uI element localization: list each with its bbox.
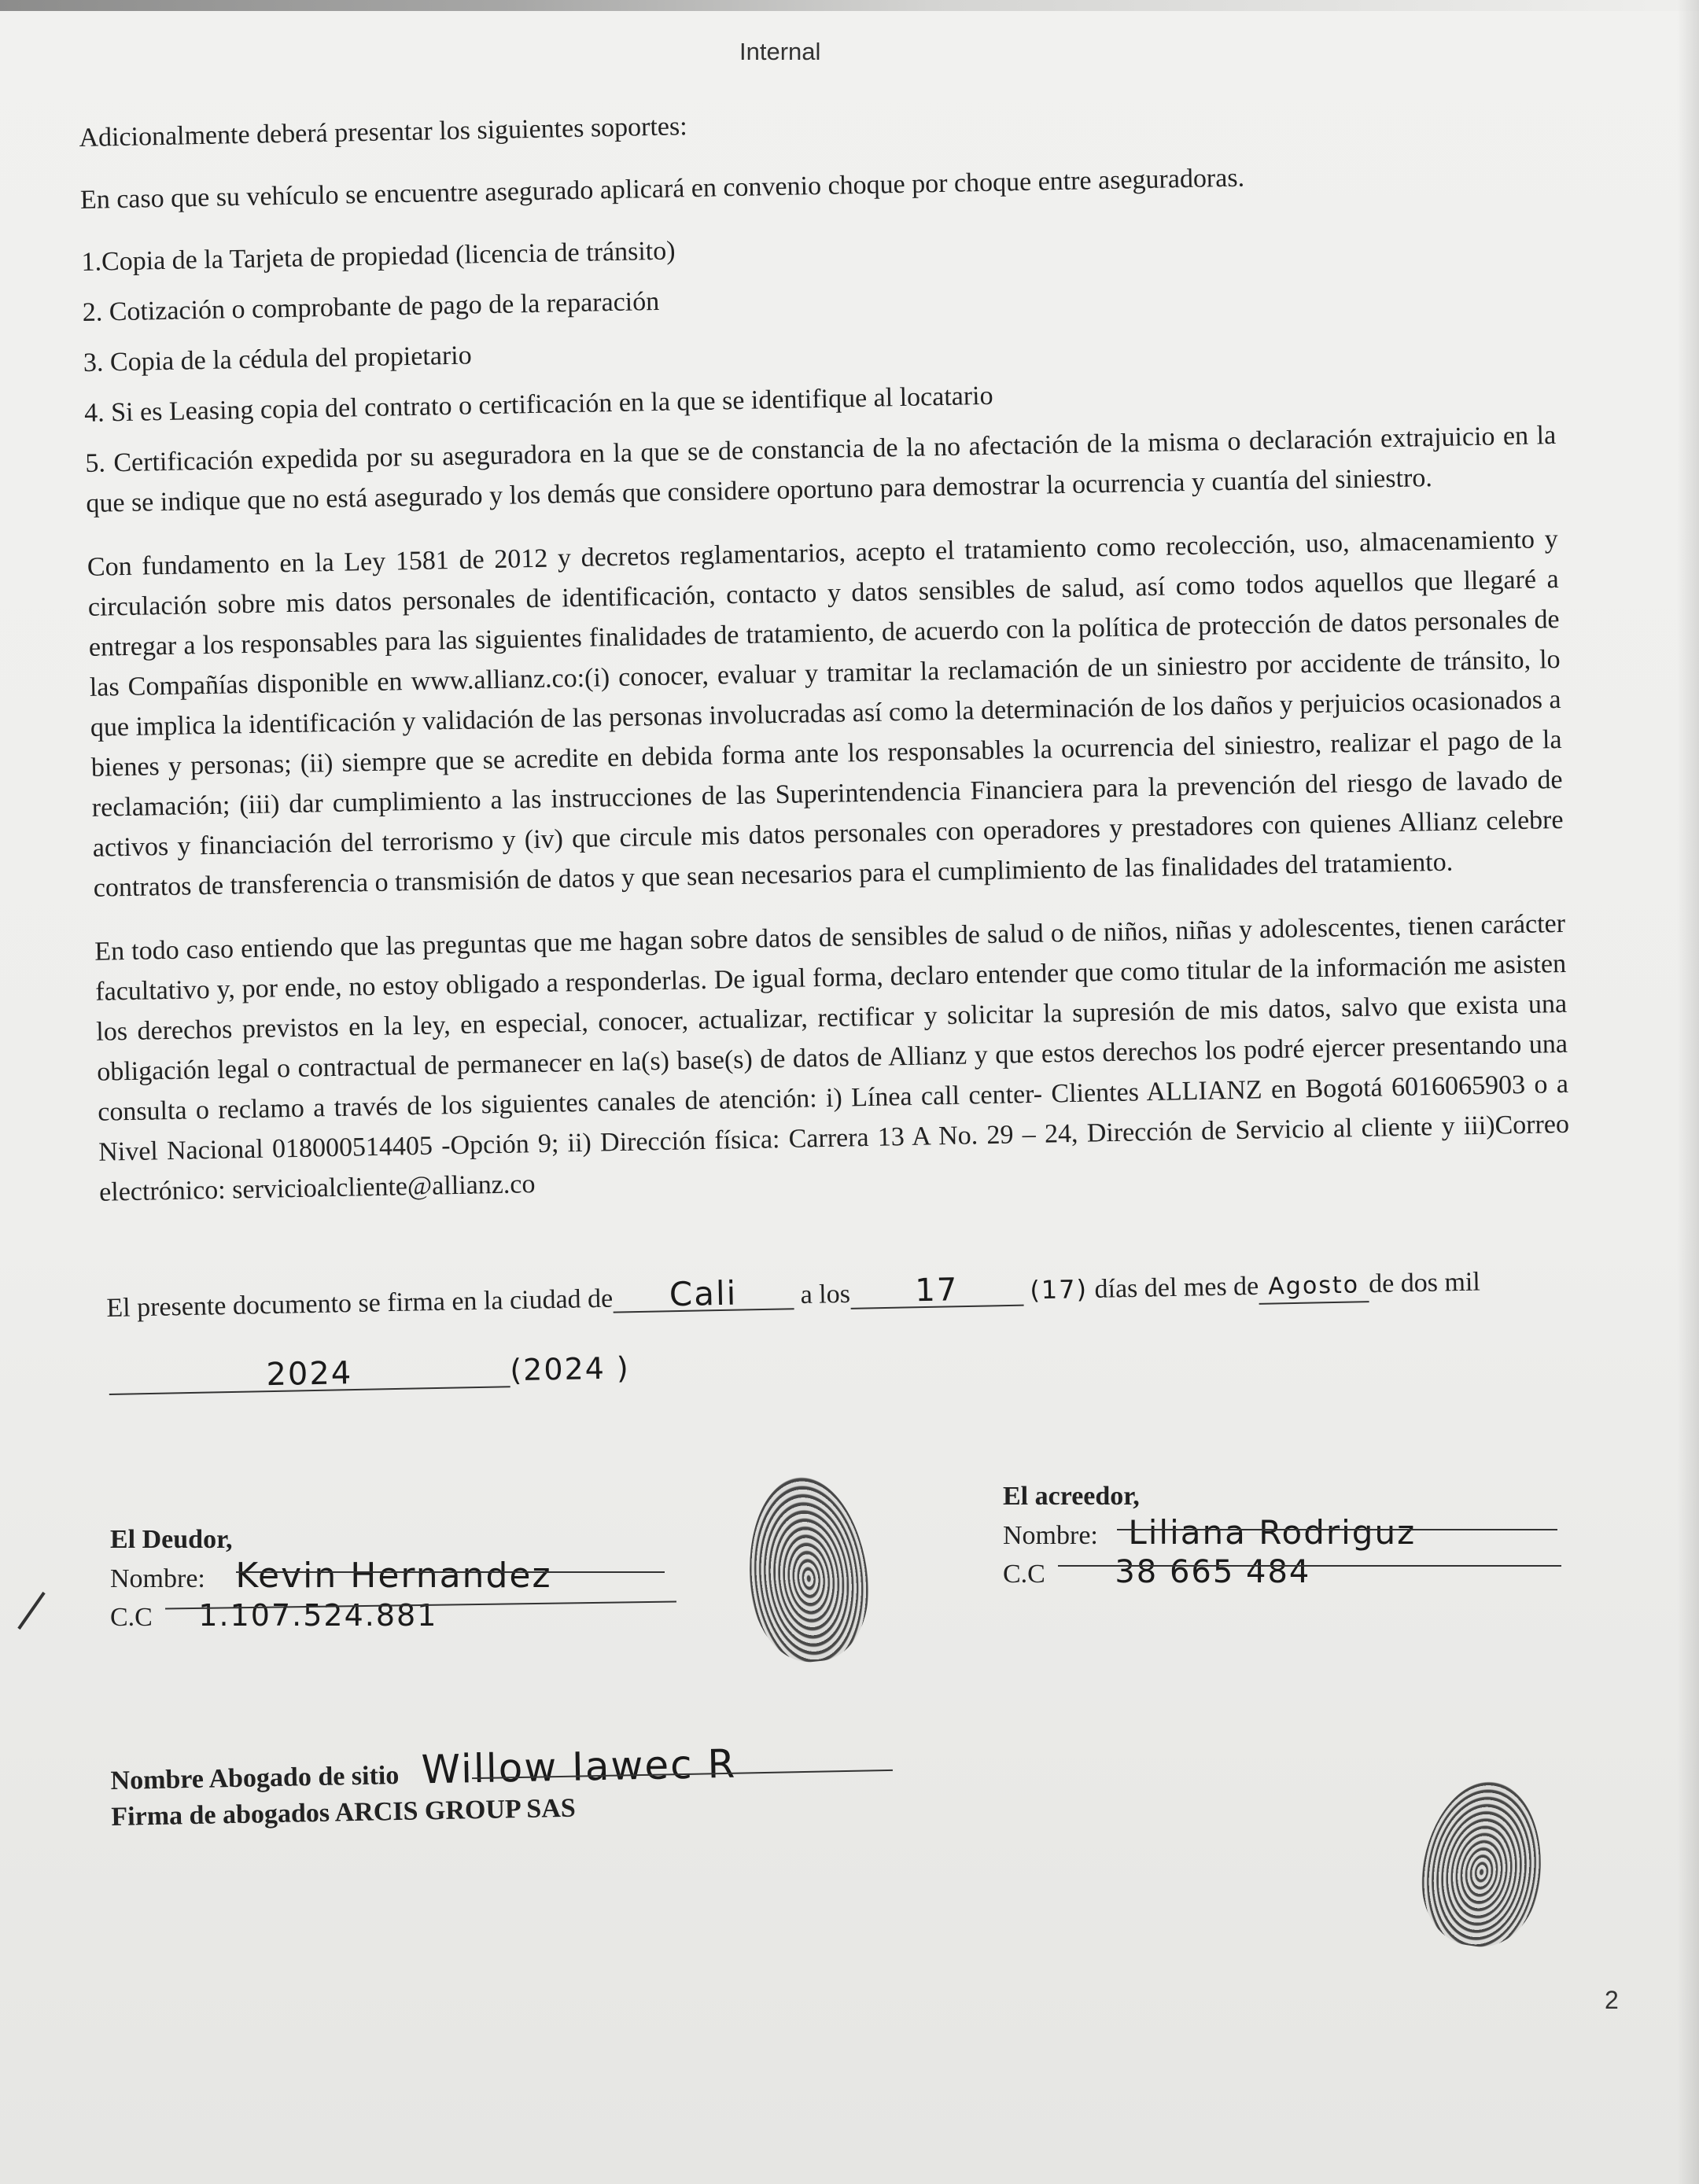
signing-year-field: 2024 [109, 1354, 510, 1395]
signing-day-field: 17 [850, 1273, 1023, 1309]
debtor-fingerprint-icon [739, 1471, 876, 1667]
data-consent-paragraph: Con fundamento en la Ley 1581 de 2012 y decretos reglamentarios, acepto el tratamiento como recolección, uso, almacenamiento y circulación sobre mis datos personales de identificación, contacto y datos sensibles de salud, así como todos aquellos que llegaré a entregar a los responsables para las siguientes finalidades de tratamiento, de acuerdo con la política de protección de datos personales de las Compañías disponible en www.allianz.co:(i) conocer, evaluar y tramitar la reclamación de un siniestro por accidente de tránsito, lo que implica la identificación y validación de las personas involucradas así como la determinación de los daños y perjuicios ocasionados a bienes y personas; (ii) siempre que se acredite en debida forma ante los responsables la ocurrencia del siniestro, realizar el pago de la reclamación; (iii) dar cumplimiento a las instrucciones de las Superintendencia Financiera para la prevención del riesgo de lavado de activos y financiación del terrorismo y (iv) que circule mis datos personales con operadores y prestadores con quienes Allianz celebre contratos de transferencia o transmisión de datos y que sean necesarios para el cumplimiento de las finalidades del tratamiento. [87, 524, 1564, 903]
lawyer-fingerprint-icon [1413, 1774, 1553, 1954]
requirements-list [81, 214, 1557, 524]
intro-line-1: Adicionalmente deberá presentar los siguientes soportes: [79, 112, 687, 153]
rights-paragraph: En todo caso entiendo que las preguntas que me hagan sobre datos de sensibles de salud o de niños, niñas y adolescentes, tienen carácter facultativo y, por ende, no estoy obligado a responderlas. De igual forma, declaro entender que como titular de la información me asisten los derechos previstos en la ley, en especial, conocer, actualizar, rectificar y solicitar la supresión de mis datos, salvo que exista una obligación legal o contractual de permanecer en la(s) base(s) de datos de Allianz y que estos derechos los podré ejercer presentando una consulta o reclamo a través de los siguientes canales de atención: i) Línea call center- Clientes ALLIANZ en Bogotá 6016065903 o a Nivel Nacional 018000514405 -Opción 9; ii) Dirección física: Carrera 13 A No. 29 – 24, Dirección de Servicio al cliente y iii)Correo electrónico: servicioalcliente@allianz.co [94, 908, 1570, 1207]
page-number: 2 [1605, 1986, 1619, 2014]
list-item: 5. Certificación expedida por su aseguradora en la que se de constancia de la no afectación de la misma o declaración extrajuicio en la que se indique que no está asegurado y los demás que considere oportuno para demostrar la ocurrencia y cuantía del siniestro. [85, 421, 1557, 518]
lawyer-firm-label: Firma de abogados ARCIS GROUP SAS [111, 1793, 577, 1832]
creditor-name-label: Nombre: [1003, 1521, 1098, 1550]
debtor-id-label: C.C [110, 1603, 153, 1632]
debtor-block [110, 1522, 552, 1636]
creditor-block [1003, 1479, 1416, 1593]
intro-line-2: En caso que su vehículo se encuentre asegurado aplicará en convenio choque por choque entre aseguradoras. [79, 163, 1245, 215]
check-mark-icon [17, 1592, 45, 1630]
creditor-id-line [1058, 1565, 1561, 1567]
debtor-id: 1.107.524.881 [198, 1598, 438, 1633]
lawyer-signature: Willow Iawec R [421, 1740, 737, 1793]
signing-month-field: Agosto [1259, 1269, 1369, 1305]
signing-year-paren: (2024 ) [509, 1350, 631, 1388]
scan-shadow [0, 0, 1699, 11]
signing-city-text: El presente documento se firma en la ciudad de [106, 1284, 614, 1323]
debtor-name-line [236, 1571, 665, 1573]
debtor-name-row [110, 1558, 552, 1597]
list-item: 3. Copia de la cédula del propietario [83, 341, 473, 378]
signing-month-text: días del mes de [1094, 1271, 1259, 1304]
debtor-title: El Deudor, [110, 1525, 233, 1554]
signing-year-line [109, 1350, 630, 1398]
creditor-name-row [1003, 1515, 1416, 1554]
document-body [79, 90, 1570, 1213]
page-edge-shadow [1677, 0, 1699, 2184]
classification-label: Internal [739, 38, 821, 65]
signing-year-text: de dos mil [1368, 1267, 1481, 1299]
list-item: 4. Si es Leasing copia del contrato o certificación en la que se identifique al locatario [83, 381, 993, 428]
signing-days-text: a los [800, 1279, 851, 1310]
signing-day-paren: (17) [1030, 1274, 1089, 1306]
signing-date-line [106, 1263, 1480, 1327]
list-item: 2. Cotización o comprobante de pago de la reparación [82, 286, 660, 327]
debtor-name: Kevin Hernandez [235, 1556, 552, 1596]
creditor-id: 38 665 484 [1115, 1554, 1311, 1590]
debtor-name-label: Nombre: [110, 1564, 205, 1593]
creditor-name-line [1117, 1529, 1557, 1530]
list-item: 1.Copia de la Tarjeta de propiedad (licencia de tránsito) [81, 236, 676, 277]
creditor-id-row [1003, 1554, 1416, 1593]
creditor-id-label: C.C [1003, 1560, 1045, 1589]
lawyer-block [110, 1740, 738, 1836]
signing-city-field: Cali [613, 1276, 794, 1313]
creditor-title: El acreedor, [1003, 1482, 1140, 1511]
lawyer-name-label: Nombre Abogado de sitio [110, 1760, 400, 1795]
creditor-name: Liliana Rodriguz [1128, 1513, 1417, 1552]
